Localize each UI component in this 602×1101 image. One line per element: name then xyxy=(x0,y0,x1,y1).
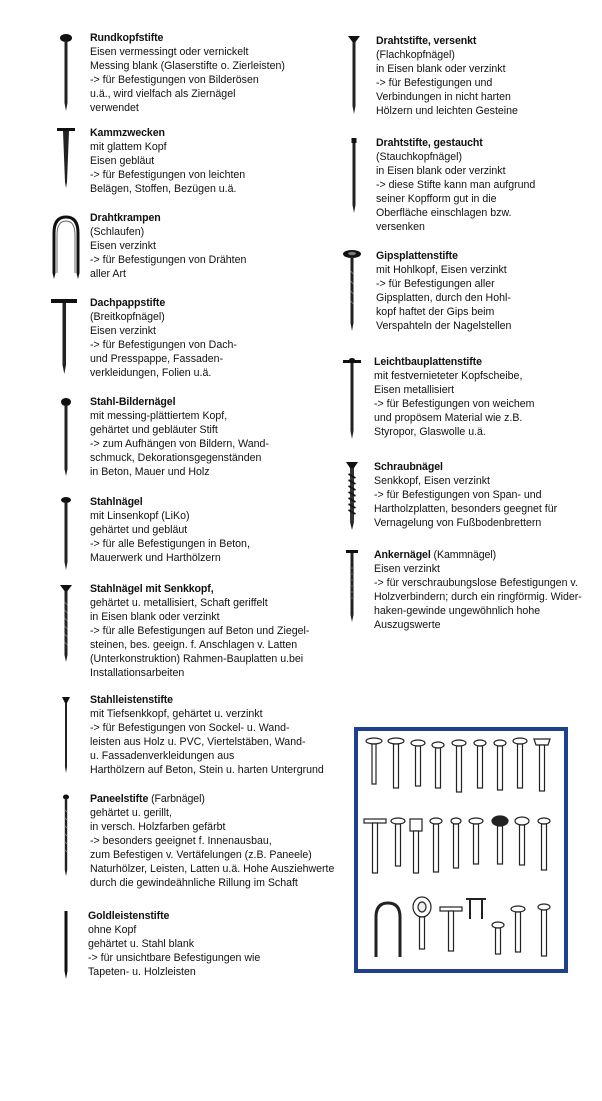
entry-line: -> für verschraubungslose Befestigungen v. xyxy=(374,577,578,589)
entry-title: Kammzwecken xyxy=(90,127,165,139)
entry-line: gehärtet u. metallisiert, Schaft geriffelt xyxy=(90,597,268,609)
entry-line: in versch. Holzfarben gefärbt xyxy=(90,821,226,833)
entry-line: versenken xyxy=(376,221,425,233)
entry-line: Eisen gebläut xyxy=(90,155,155,167)
entry-line: Verspahteln der Nagelstellen xyxy=(376,320,512,332)
entry-line: und Presspappe, Fassaden- xyxy=(90,353,224,365)
entry-line: (Stauchkopfnägel) xyxy=(376,151,462,163)
entry-line: gehärtet und gebläuter Stift xyxy=(90,424,218,436)
entry-line: Hartholzplatten, besonders geegnet für xyxy=(374,503,558,515)
entry-line: -> für Befestigungen aller xyxy=(376,278,495,290)
entry-line: mit Linsenkopf (LiKo) xyxy=(90,510,190,522)
entry-line: -> zum Aufhängen von Bildern, Wand- xyxy=(90,438,269,450)
entry-line: Gipsplatten, durch den Hohl- xyxy=(376,292,511,304)
countersunk-steel-nail-icon xyxy=(56,582,76,666)
entry-line: -> diese Stifte kann man aufgrund xyxy=(376,179,536,191)
entry-line: Hölzern und leichten Gesteine xyxy=(376,105,518,117)
entry-line: (Schlaufen) xyxy=(90,226,145,238)
entry-line: gehärtet u. Stahl blank xyxy=(88,938,195,950)
entry-line: (Unterkonstruktion) Rahmen-Bauplatten u.bei xyxy=(90,653,304,665)
entry-line: Verbindungen in nicht harten xyxy=(376,91,511,103)
panel-nail-icon xyxy=(56,792,76,880)
entry-line: in Beton, Mauer und Holz xyxy=(90,466,210,478)
upset-head-nail-icon xyxy=(344,136,364,218)
entry-line: -> für alle Befestigungen auf Beton und Ziegel- xyxy=(90,625,310,637)
entry-line: in Eisen blank oder verzinkt xyxy=(376,63,506,75)
steel-strip-nail-icon xyxy=(56,693,76,777)
flat-head-nail-icon xyxy=(344,34,364,118)
entry-title: Dachpappstifte xyxy=(90,297,166,309)
entry-title: Stahlnägel mit Senkkopf, xyxy=(90,583,214,595)
entry-line: aller Art xyxy=(90,268,126,280)
entry-line: u.ä., wird vielfach als Ziernägel xyxy=(90,88,236,100)
entry-title: Leichtbauplattenstifte xyxy=(374,356,482,368)
round-head-nail-icon xyxy=(56,31,76,123)
entry-line: Eisen vermessingt oder vernickelt xyxy=(90,46,249,58)
entry-line: und propösem Material wie z.B. xyxy=(374,412,523,424)
entry-line: ohne Kopf xyxy=(88,924,137,936)
entry-line: -> für Befestigungen von Dach- xyxy=(90,339,237,351)
entry-line: Eisen metallisiert xyxy=(374,384,455,396)
entry-line: seiner Kopfform gut in die xyxy=(376,193,497,205)
entry-line: Auszugswerte xyxy=(374,619,441,631)
entry-line: -> für Befestigungen von Sockel- u. Wand- xyxy=(90,722,290,734)
entry-line: kopf haftet der Gips beim xyxy=(376,306,495,318)
entry-line: schmuck, Dekorationsgegenständen xyxy=(90,452,262,464)
entry-title: Drahtstifte, gestaucht xyxy=(376,137,483,149)
entry-title: Ankernägel (Kammnägel) xyxy=(374,549,497,561)
entry-line: Belägen, Stoffen, Bezügen u.ä. xyxy=(90,183,237,195)
entry-line: Installationsarbeiten xyxy=(90,667,185,679)
entry-line: Oberfläche einschlagen bzw. xyxy=(376,207,512,219)
entry-line: Naturhölzer, Leisten, Latten u.ä. Hohe Ausziehwerte xyxy=(90,863,335,875)
tack-nail-icon xyxy=(56,126,76,196)
entry-title: Schraubnägel xyxy=(374,461,443,473)
entry-line: -> für Befestigungen von Bilderösen xyxy=(90,74,259,86)
picture-nail-icon xyxy=(56,395,76,479)
nail-assortment-icon xyxy=(358,731,564,969)
steel-nail-icon xyxy=(56,495,76,575)
entry-title: Gipsplattenstifte xyxy=(376,250,458,262)
entry-line: Styropor, Glaswolle u.ä. xyxy=(374,426,486,438)
entry-line: u. Fassadenverkleidungen aus xyxy=(90,750,235,762)
entry-line: Eisen verzinkt xyxy=(374,563,440,575)
entry-title: Stahlnägel xyxy=(90,496,143,508)
entry-line: -> für Befestigungen von Span- und xyxy=(374,489,542,501)
entry-line: gehärtet und gebläut xyxy=(90,524,188,536)
entry-line: Holzverbindern; durch ein ringförmig. Wider- xyxy=(374,591,582,603)
plasterboard-nail-icon xyxy=(340,249,364,335)
entry-line: mit Tiefsenkkopf, gehärtet u. verzinkt xyxy=(90,708,263,720)
entry-line: verwendet xyxy=(90,102,139,114)
entry-line: mit festvernieteter Kopfscheibe, xyxy=(374,370,523,382)
entry-line: haken-gewinde ungewöhnlich hohe xyxy=(374,605,541,617)
entry-title: Rundkopfstifte xyxy=(90,32,164,44)
entry-line: Vernagelung von Fußbodenbrettern xyxy=(374,517,542,529)
entry-line: mit messing-plättiertem Kopf, xyxy=(90,410,228,422)
entry-line: steinen, bes. geeign. f. Anschlagen v. Latten xyxy=(90,639,298,651)
roofing-nail-icon xyxy=(50,296,78,378)
entry-line: Messing blank (Glaserstifte o. Zierleisten) xyxy=(90,60,285,72)
entry-title: Stahlleistenstifte xyxy=(90,694,173,706)
anchor-nail-icon xyxy=(342,548,362,624)
entry-line: zum Befestigen v. Vertäfelungen (z.B. Paneele) xyxy=(90,849,312,861)
entry-line: Senkkopf, Eisen verzinkt xyxy=(374,475,490,487)
entry-line: -> für unsichtbare Befestigungen wie xyxy=(88,952,261,964)
entry-line: Tapeten- u. Holzleisten xyxy=(88,966,196,978)
entry-line: -> für Befestigungen von Drähten xyxy=(90,254,247,266)
entry-line: verkleidungen, Folien u.ä. xyxy=(90,367,212,379)
entry-line: gehärtet u. gerillt, xyxy=(90,807,172,819)
entry-title: Drahtkrampen xyxy=(90,212,161,224)
entry-title: Paneelstifte (Farbnägel) xyxy=(90,793,205,805)
entry-line: mit glattem Kopf xyxy=(90,141,167,153)
entry-line: leisten aus Holz u. PVC, Viertelstäben, Wand- xyxy=(90,736,306,748)
entry-line: Mauerwerk und Harthölzern xyxy=(90,552,221,564)
entry-title: Drahtstifte, versenkt xyxy=(376,35,477,47)
entry-title: Goldleistenstifte xyxy=(88,910,170,922)
screw-nail-icon xyxy=(342,460,362,532)
entry-line: -> für Befestigungen von leichten xyxy=(90,169,246,181)
entry-line: (Breitkopfnägel) xyxy=(90,311,165,323)
lightweight-board-nail-icon xyxy=(340,355,364,443)
staple-icon xyxy=(48,211,84,281)
entry-line: Eisen verzinkt xyxy=(90,325,156,337)
entry-line: (Flachkopfnägel) xyxy=(376,49,455,61)
entry-line: -> für Befestigungen und xyxy=(376,77,493,89)
entry-line: Eisen verzinkt xyxy=(90,240,156,252)
entry-line: -> für alle Befestigungen in Beton, xyxy=(90,538,250,550)
entry-line: -> besonders geeignet f. Innenausbau, xyxy=(90,835,272,847)
entry-title: Stahl-Bildernägel xyxy=(90,396,176,408)
entry-line: in Eisen blank oder verzinkt xyxy=(376,165,506,177)
nail-assortment-photo xyxy=(354,727,568,973)
entry-line: Harthölzern auf Beton, Stein u. harten Untergrund xyxy=(90,764,324,776)
entry-line: in Eisen blank oder verzinkt xyxy=(90,611,220,623)
headless-nail-icon xyxy=(56,909,76,981)
entry-line: -> für Befestigungen von weichem xyxy=(374,398,535,410)
entry-line: mit Hohlkopf, Eisen verzinkt xyxy=(376,264,507,276)
entry-line: durch die gewindeähnliche Rillung im Schaft xyxy=(90,877,298,889)
